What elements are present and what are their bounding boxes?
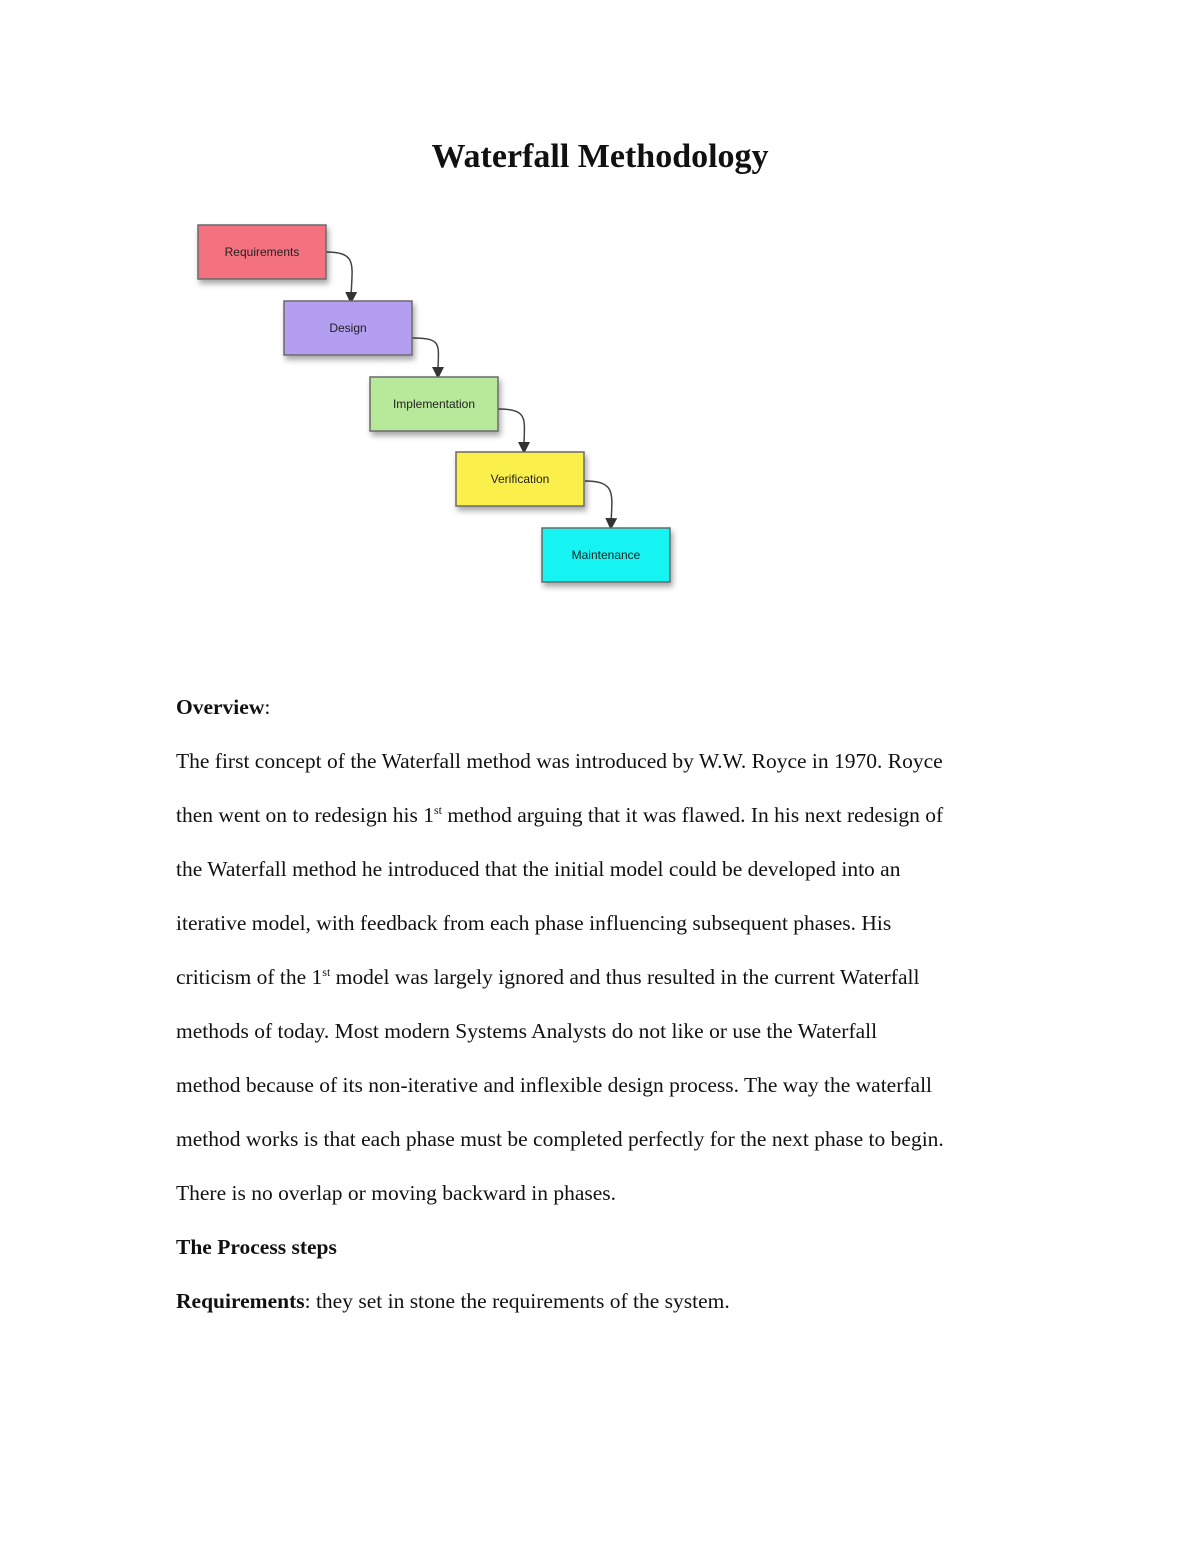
process-heading: The Process steps — [176, 1235, 337, 1259]
line-text: method arguing that it was flawed. In his next redesign of — [441, 803, 944, 827]
paragraph-line — [176, 1166, 1036, 1220]
line-text: then went on to redesign his 1 — [176, 803, 434, 827]
superscript: st — [433, 803, 442, 817]
phase-label: Implementation — [392, 397, 476, 411]
line-text: method works is that each phase must be completed perfectly for the next phase to begin. — [176, 1127, 944, 1151]
document-title: Waterfall Methodology — [431, 138, 769, 175]
phase-box-implementation — [370, 377, 498, 431]
phase-label: Requirements — [224, 245, 300, 259]
document-body — [176, 680, 1036, 1328]
line-text: The first concept of the Waterfall method was introduced by W.W. Royce in 1970. Royce — [176, 749, 943, 773]
waterfall-diagram — [180, 205, 700, 605]
connector-arrow — [498, 409, 524, 448]
line-text: iterative model, with feedback from each phase influencing subsequent phases. His — [176, 911, 892, 935]
paragraph-line — [176, 1112, 1036, 1166]
connector-arrow — [585, 481, 612, 524]
phase-box-requirements — [198, 225, 326, 279]
phase-box-design — [284, 301, 412, 355]
paragraph-line — [176, 1058, 1036, 1112]
overview-heading-line — [176, 680, 1036, 734]
line-text: criticism of the 1 — [176, 965, 323, 989]
paragraph-line — [176, 734, 1036, 788]
line-text: methods of today. Most modern Systems Analysts do not like or use the Waterfall — [176, 1019, 878, 1043]
phase-box-maintenance — [542, 528, 670, 582]
paragraph-line — [176, 842, 1036, 896]
overview-heading-suffix: : — [264, 695, 271, 719]
phase-box-verification — [456, 452, 584, 506]
line-text: method because of its non-iterative and inflexible design process. The way the waterfall — [176, 1073, 933, 1097]
line-text: the Waterfall method he introduced that the initial model could be developed into an — [176, 857, 901, 881]
superscript: st — [322, 965, 331, 979]
connector-arrow — [326, 252, 352, 298]
paragraph-line — [176, 950, 1036, 1004]
phase-label: Design — [329, 321, 367, 335]
overview-heading: Overview — [176, 695, 265, 719]
line-text: model was largely ignored and thus resulted in the current Waterfall — [330, 965, 920, 989]
paragraph-line — [176, 896, 1036, 950]
phase-label: Maintenance — [571, 548, 641, 562]
connector-arrow — [412, 338, 438, 373]
line-text: There is no overlap or moving backward in phases. — [176, 1181, 617, 1205]
requirements-description: : they set in stone the requirements of the system. — [304, 1289, 730, 1313]
paragraph-line — [176, 1004, 1036, 1058]
requirements-term: Requirements — [176, 1289, 305, 1313]
phase-label: Verification — [490, 472, 550, 486]
paragraph-line — [176, 788, 1036, 842]
requirements-step — [176, 1274, 1036, 1328]
waterfall-diagram-svg — [180, 205, 700, 605]
